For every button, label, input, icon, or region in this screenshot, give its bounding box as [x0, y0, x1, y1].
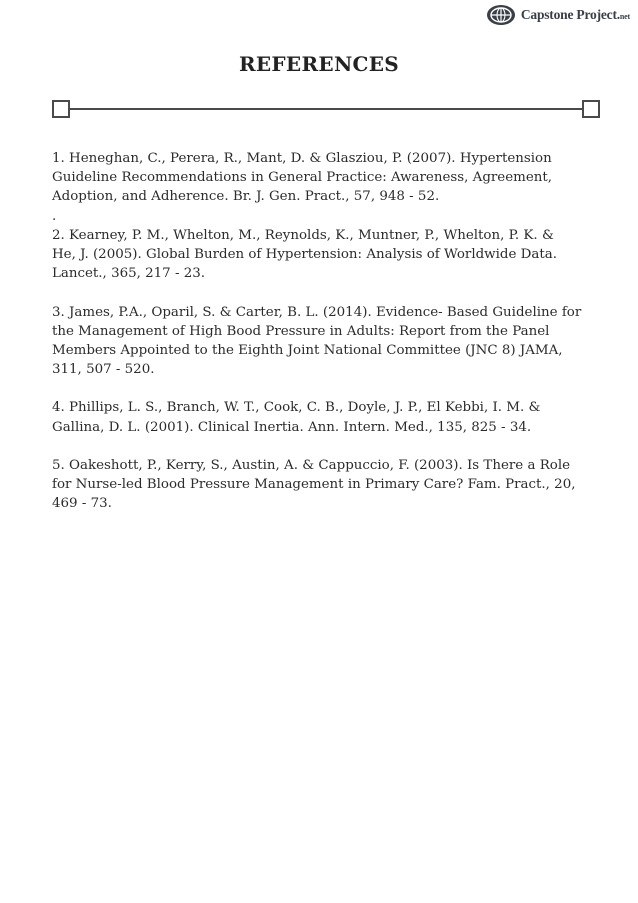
reference-item [52, 456, 600, 514]
reference-line: Adoption, and Adherence. Br. J. Gen. Pract., 57, 948 - 52. [52, 189, 440, 205]
reference-line: 2. Kearney, P. M., Whelton, M., Reynolds, K., Muntner, P., Whelton, P. K. & [52, 227, 554, 243]
logo-name-text: Capstone Project. [520, 7, 620, 22]
reference-item [52, 303, 600, 380]
reference-item [52, 149, 600, 226]
reference-spacer [52, 437, 600, 456]
page-title: REFERENCES [238, 52, 400, 76]
reference-line: Lancet., 365, 217 - 23. [52, 266, 206, 282]
reference-item [52, 226, 600, 284]
globe-icon [486, 4, 516, 26]
reference-line: the Management of High Bood Pressure in Adults: Report from the Panel [52, 323, 550, 339]
reference-line: 311, 507 - 520. [52, 362, 155, 378]
reference-list [52, 149, 600, 514]
reference-item [52, 398, 600, 436]
logo-name [521, 7, 630, 23]
reference-line: . [52, 208, 57, 224]
capstone-logo [486, 4, 630, 26]
reference-line: for Nurse-led Blood Pressure Management in Primary Care? Fam. Pract., 20, [52, 477, 576, 493]
reference-spacer [52, 379, 600, 398]
logo-suffix: net [619, 12, 630, 21]
reference-line: Guideline Recommendations in General Practice: Awareness, Agreement, [52, 170, 553, 186]
reference-line: Members Appointed to the Eighth Joint National Committee (JNC 8) JAMA, [52, 342, 563, 358]
reference-line: 1. Heneghan, C., Perera, R., Mant, D. & Glasziou, P. (2007). Hypertension [52, 151, 552, 166]
divider-right-square [582, 100, 600, 118]
divider-line [70, 108, 582, 110]
reference-line: 469 - 73. [52, 496, 112, 512]
reference-line: 3. James, P.A., Oparil, S. & Carter, B. L. (2014). Evidence- Based Guideline for [52, 304, 582, 320]
reference-line: 4. Phillips, L. S., Branch, W. T., Cook, C. B., Doyle, J. P., El Kebbi, I. M. & [52, 400, 541, 416]
reference-line: He, J. (2005). Global Burden of Hypertension: Analysis of Worldwide Data. [52, 246, 558, 262]
reference-line: 5. Oakeshott, P., Kerry, S., Austin, A. & Cappuccio, F. (2003). Is There a Role [52, 458, 571, 473]
divider-left-square [52, 100, 70, 118]
reference-spacer [52, 283, 600, 302]
reference-line: Gallina, D. L. (2001). Clinical Inertia. Ann. Intern. Med., 135, 825 - 34. [52, 419, 532, 435]
title-divider [52, 100, 600, 118]
